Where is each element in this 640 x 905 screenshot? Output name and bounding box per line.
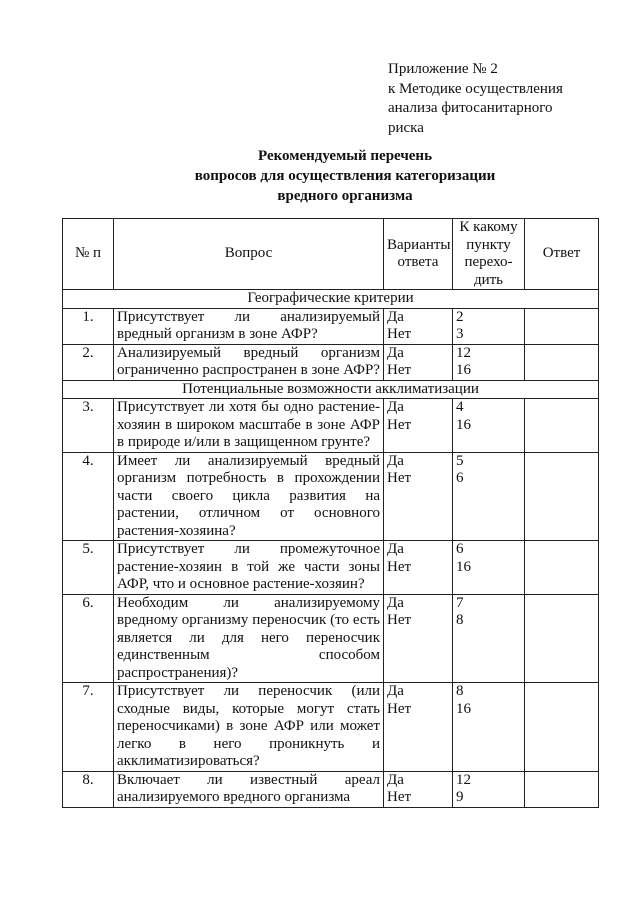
document-title	[150, 146, 540, 206]
section-title: Географические критерии	[63, 290, 599, 309]
variant-option: Нет	[387, 789, 412, 805]
row-number: 5.	[63, 541, 114, 595]
header-variants: Варианты ответа	[384, 219, 453, 290]
goto-item: 4	[456, 399, 464, 415]
row-answer[interactable]	[525, 344, 599, 380]
table-row	[63, 594, 599, 683]
title-line: вредного организма	[277, 188, 413, 204]
questions-table	[62, 218, 599, 808]
row-question: Присутствует ли хотя бы одно растение-хозяин в широком масштабе в зоне АФР в природе и/или в защищенном грунте?	[114, 399, 384, 453]
variant-option: Да	[387, 452, 404, 469]
row-number: 1.	[63, 308, 114, 344]
row-question: Присутствует ли переносчик (или сходные виды, которые могут стать переносчиками) в зоне АФР или может легко в него проникнуть и акклиматизироваться?	[114, 683, 384, 772]
goto-item: 16	[456, 362, 471, 378]
row-goto	[453, 594, 525, 683]
section-title: Потенциальные возможности акклиматизации	[63, 380, 599, 399]
row-variants	[384, 594, 453, 683]
section-row	[63, 380, 599, 399]
row-answer[interactable]	[525, 594, 599, 683]
table-row	[63, 683, 599, 772]
appendix-line: к Методике осуществления	[388, 80, 563, 97]
row-variants	[384, 541, 453, 595]
goto-item: 6	[456, 470, 464, 486]
row-goto	[453, 308, 525, 344]
variant-option: Нет	[387, 362, 412, 378]
row-goto	[453, 541, 525, 595]
row-question: Необходим ли анализируемому вредному организму переносчик (то есть является ли для него переносчик единственным способом распространения)?	[114, 594, 384, 683]
row-number: 8.	[63, 771, 114, 807]
title-line: вопросов для осуществления категоризации	[194, 168, 496, 184]
row-answer[interactable]	[525, 452, 599, 541]
appendix-line: Приложение № 2	[388, 61, 498, 77]
variant-option: Да	[387, 594, 404, 611]
row-number: 7.	[63, 683, 114, 772]
header-goto: К какому пункту перехо-дить	[453, 219, 525, 290]
header-question: Вопрос	[114, 219, 384, 290]
variant-option: Да	[387, 771, 404, 788]
row-goto	[453, 399, 525, 453]
goto-item: 2	[456, 308, 464, 325]
variant-option: Да	[387, 308, 404, 325]
variant-option: Да	[387, 541, 404, 557]
row-goto	[453, 683, 525, 772]
goto-item: 6	[456, 541, 464, 557]
header-num: № п	[63, 219, 114, 290]
table-body	[63, 290, 599, 808]
title-line: Рекомендуемый перечень	[257, 148, 433, 164]
variant-option: Нет	[387, 558, 412, 575]
row-answer[interactable]	[525, 683, 599, 772]
appendix-line: анализа фитосанитарного	[388, 100, 553, 116]
header-row	[63, 219, 599, 290]
section-row	[63, 290, 599, 309]
appendix-note	[388, 60, 563, 138]
goto-item: 3	[456, 326, 464, 342]
row-variants	[384, 452, 453, 541]
row-goto	[453, 344, 525, 380]
appendix-line: риска	[388, 119, 424, 136]
row-goto	[453, 452, 525, 541]
row-goto	[453, 771, 525, 807]
table-row	[63, 399, 599, 453]
row-question: Присутствует ли анализируемый вредный организм в зоне АФР?	[114, 308, 384, 344]
row-number: 3.	[63, 399, 114, 453]
goto-item: 12	[456, 344, 471, 361]
row-variants	[384, 344, 453, 380]
goto-item: 16	[456, 416, 471, 433]
row-question: Присутствует ли промежуточное растение-хозяин в той же части зоны АФР, что и основное растение-хозяин?	[114, 541, 384, 595]
table-row	[63, 452, 599, 541]
row-question: Включает ли известный ареал анализируемого вредного организма	[114, 771, 384, 807]
row-variants	[384, 308, 453, 344]
table-row	[63, 771, 599, 807]
table-row	[63, 308, 599, 344]
row-number: 4.	[63, 452, 114, 541]
goto-item: 12	[456, 771, 471, 788]
variant-option: Нет	[387, 416, 412, 433]
table-row	[63, 344, 599, 380]
row-question: Анализируемый вредный организм ограниченно распространен в зоне АФР?	[114, 344, 384, 380]
variant-option: Да	[387, 344, 404, 361]
row-answer[interactable]	[525, 399, 599, 453]
header-answer: Ответ	[525, 219, 599, 290]
variant-option: Да	[387, 399, 404, 415]
variant-option: Да	[387, 683, 404, 699]
variant-option: Нет	[387, 470, 412, 486]
goto-item: 16	[456, 700, 471, 717]
row-answer[interactable]	[525, 541, 599, 595]
row-answer[interactable]	[525, 771, 599, 807]
row-number: 6.	[63, 594, 114, 683]
row-variants	[384, 683, 453, 772]
goto-item: 5	[456, 452, 464, 469]
row-question: Имеет ли анализируемый вредный организм потребность в прохождении части своего цикла развития на растении, отличном от основного растения-хозяина?	[114, 452, 384, 541]
goto-item: 8	[456, 612, 464, 628]
row-number: 2.	[63, 344, 114, 380]
row-variants	[384, 399, 453, 453]
goto-item: 7	[456, 594, 464, 611]
table-row	[63, 541, 599, 595]
row-answer[interactable]	[525, 308, 599, 344]
goto-item: 9	[456, 789, 464, 805]
goto-item: 16	[456, 558, 471, 575]
variant-option: Нет	[387, 612, 412, 628]
goto-item: 8	[456, 683, 464, 699]
variant-option: Нет	[387, 326, 412, 342]
row-variants	[384, 771, 453, 807]
variant-option: Нет	[387, 700, 412, 717]
